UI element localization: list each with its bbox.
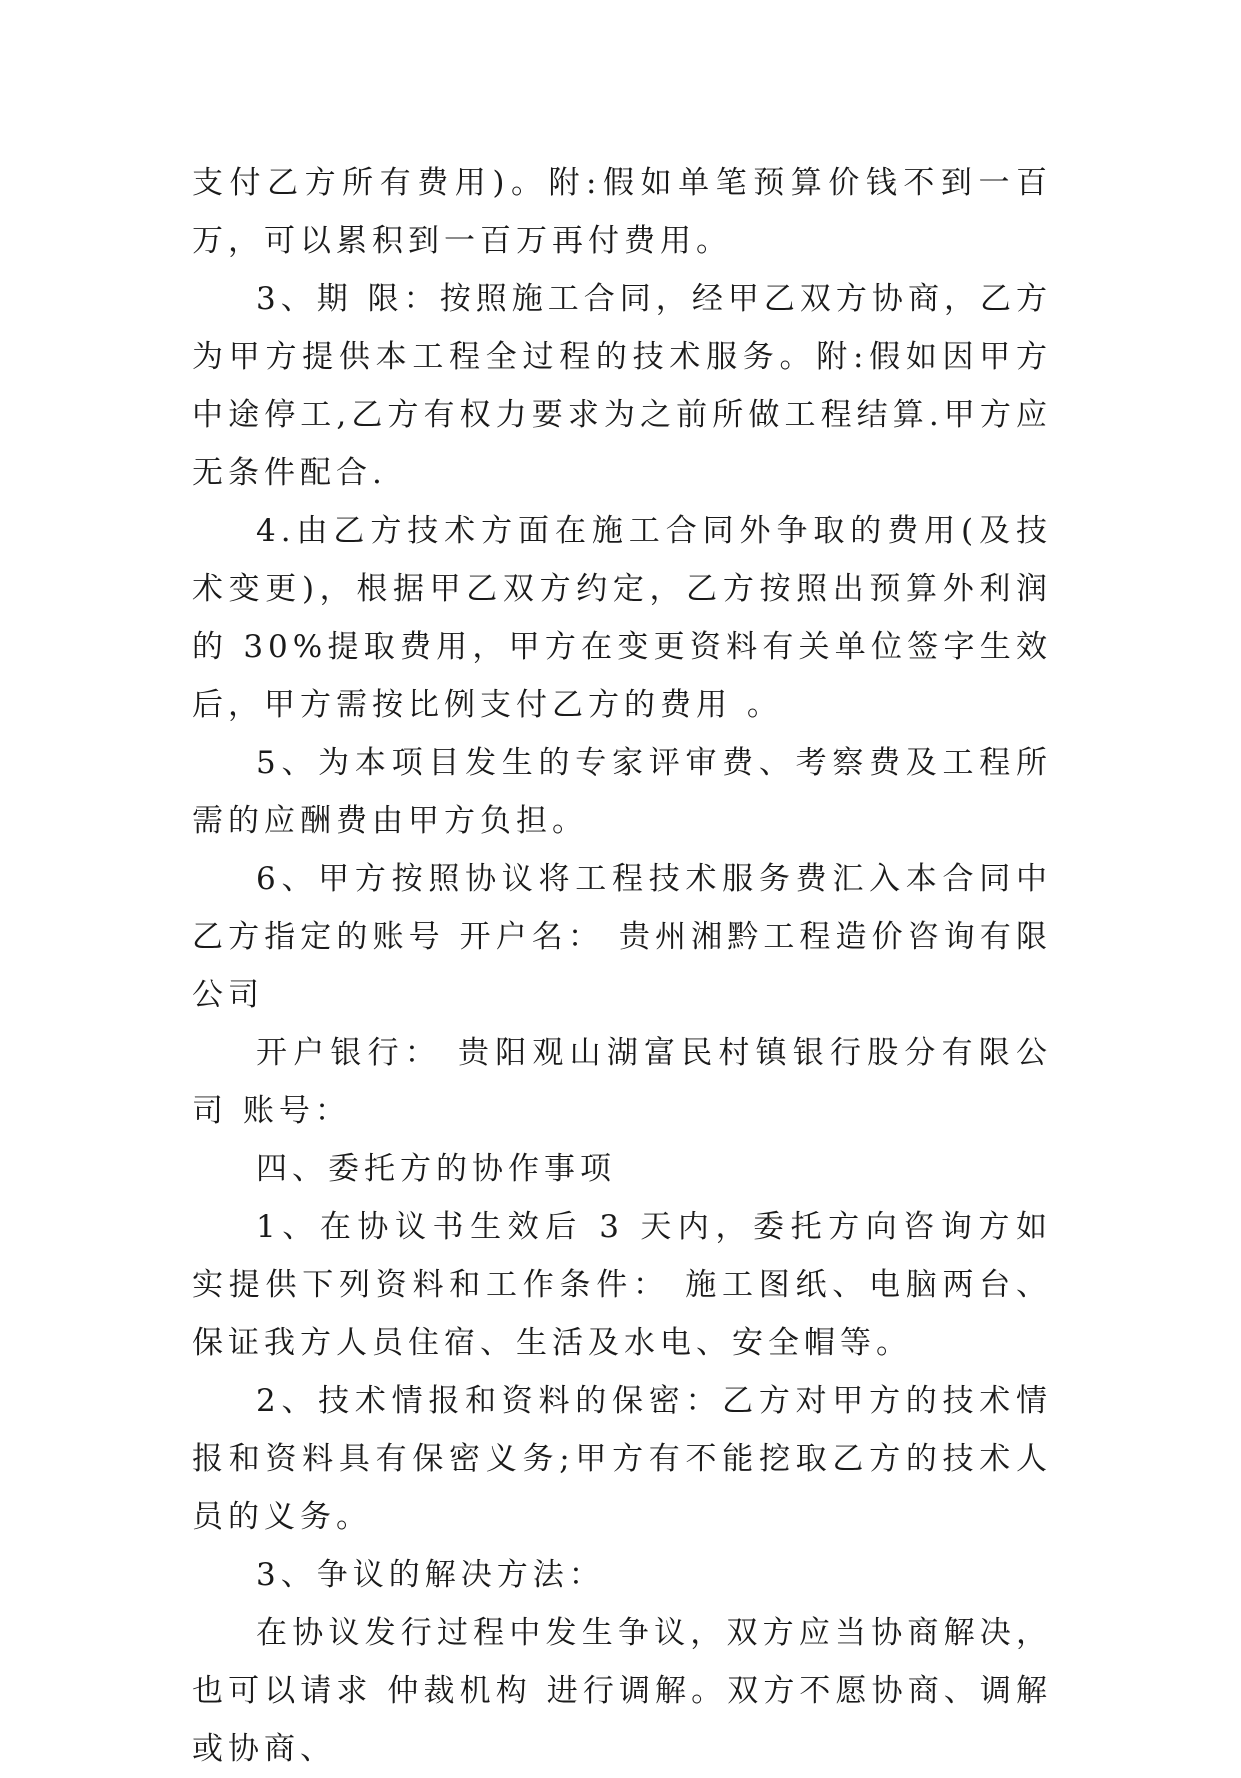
document-body bbox=[192, 154, 1052, 1778]
section-heading-cooperation: 四、委托方的协作事项 bbox=[256, 1151, 616, 1187]
paragraph-dispute-heading: 3、争议的解决方法： bbox=[256, 1557, 605, 1593]
paragraph-expert-fees: 5、为本项目发生的专家评审费、考察费及工程所需的应酬费由甲方负担。 bbox=[192, 745, 1052, 839]
paragraph-bank-account: 开户银行： 贵阳观山湖富民村镇银行股分有限公司 账号： bbox=[192, 1035, 1052, 1129]
paragraph-account-name: 6、甲方按照协议将工程技术服务费汇入本合同中乙方指定的账号 开户名： 贵州湘黔工程造价咨询有限公司 bbox=[192, 861, 1052, 1013]
paragraph-dispute-resolution: 在协议发行过程中发生争议，双方应当协商解决，也可以请求 仲裁机构 进行调解。双方不愿协商、调解或协商、 bbox=[192, 1615, 1052, 1767]
paragraph-confidentiality: 2、技术情报和资料的保密：乙方对甲方的技术情报和资料具有保密义务;甲方有不能挖取乙方的技术人员的义务。 bbox=[192, 1383, 1052, 1535]
paragraph-payment-note: 支付乙方所有费用)。附:假如单笔预算价钱不到一百万，可以累积到一百万再付费用。 bbox=[192, 165, 1052, 259]
paragraph-provide-materials: 1、在协议书生效后 3 天内，委托方向咨询方如实提供下列资料和工作条件： 施工图纸、电脑两台、保证我方人员住宿、生活及水电、安全帽等。 bbox=[192, 1209, 1052, 1361]
paragraph-term: 3、期 限：按照施工合同，经甲乙双方协商，乙方为甲方提供本工程全过程的技术服务。附:假如因甲方中途停工,乙方有权力要求为之前所做工程结算.甲方应无条件配合. bbox=[192, 281, 1052, 491]
paragraph-change-fees: 4.由乙方技术方面在施工合同外争取的费用(及技术变更)，根据甲乙双方约定，乙方按照出预算外利润的 30%提取费用，甲方在变更资料有关单位签字生效后，甲方需按比例支付乙方的费用 。 bbox=[192, 513, 1052, 723]
